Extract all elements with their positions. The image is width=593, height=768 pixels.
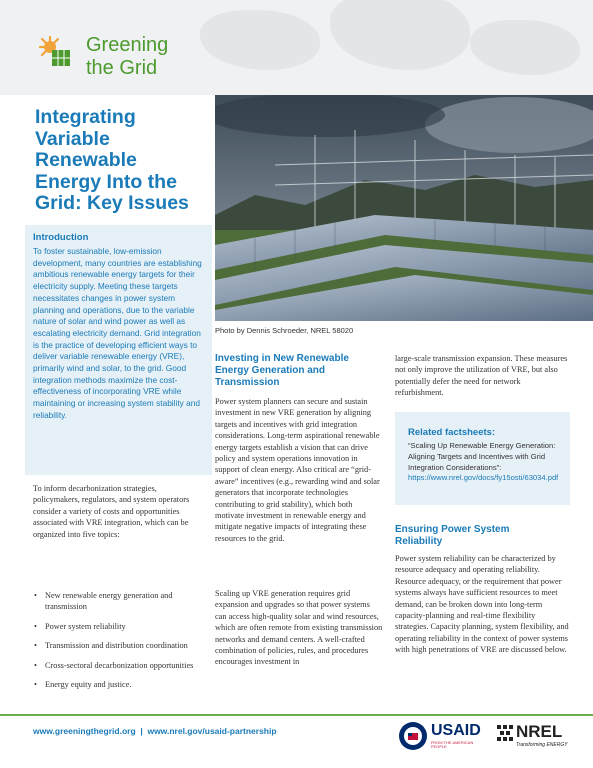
usaid-wordmark: USAID — [431, 722, 481, 739]
nrel-wordmark: NREL — [516, 722, 563, 741]
greening-the-grid-logo[interactable] — [30, 25, 180, 85]
photo-caption: Photo by Dennis Schroeder, NREL 58020 — [215, 326, 354, 335]
list-item: • Energy equity and justice. — [33, 679, 205, 690]
solar-farm-photo — [215, 95, 593, 321]
logo-line-1: Greening — [86, 34, 169, 56]
nrel-mark-icon — [497, 725, 513, 741]
title-line: Variable — [35, 127, 110, 150]
topics-list — [33, 590, 205, 698]
related-factsheets-text — [408, 441, 561, 484]
list-item: • Power system reliability — [33, 621, 205, 632]
nrel-tagline: Transforming ENERGY — [516, 742, 568, 748]
title-line: Integrating — [35, 106, 136, 128]
investing-paragraph-3: large-scale transmission expansion. These measures not only improve the utilization of VRE, but also potentially defer the need for network refurbishment. — [395, 354, 568, 398]
introduction-heading: Introduction — [33, 232, 89, 243]
map-landmass — [330, 0, 470, 70]
usaid-tagline: FROM THE AMERICAN PEOPLE — [431, 741, 474, 749]
usaid-logo — [398, 720, 490, 754]
section-heading-reliability: Ensuring Power System Reliability — [395, 524, 510, 547]
introduction-text: To foster sustainable, low-emission development, many countries are establishing ambitious renewable energy targets for their electricity supply. Meeting these targets necessitates changes in power system planning and operations, due to the variable nature of solar and wind power as well as escalating electricity demand. Grid integration is the practice of developing efficient ways to deliver variable renewable energy (VRE), primarily wind and solar, to the grid. Good integration methods maximize the cost-effectiveness of incorporating VRE while maintaining or increasing system stability and reliability. — [33, 246, 202, 420]
reliability-paragraph: Power system reliability can be characterized by resource adequacy and operating reliability. Resource adequacy, or the requirement that power systems always have sufficient resources to meet demand, can be broken down into long-term capacity-planning and real-time flexibility strategies. Capacity planning, system flexibility, and operating reliability in the context of power systems with high penetrations of VRE are discussed below. — [395, 554, 569, 655]
nrel-logo — [497, 722, 577, 752]
list-item: • New renewable energy generation and transmission — [33, 590, 205, 613]
list-item: • Transmission and distribution coordination — [33, 640, 205, 651]
footer-divider — [0, 714, 593, 716]
logo-wordmark — [86, 34, 168, 80]
footer-links[interactable]: www.greeningthegrid.org | www.nrel.gov/usaid-partnership — [33, 726, 277, 736]
investing-paragraph-1: Power system planners can secure and sustain investment in new VRE generation by aligning targets and incentives with grid integration considerations. Long-term aspirational renewable energy targets establish a vision that can drive policy and system operations innovation in support of clean energy. Also critical are “grid-aware” incentives (e.g., rewarding wind and solar generators that incorporate technologies contributing to grid stability), which both motivate investment in renewable energy and mitigate negative impacts of integrating these resources to the grid. — [215, 397, 380, 543]
section-heading-investing: Investing in New Renewable Energy Generation and Transmission — [215, 353, 349, 388]
title-line: Grid: Key Issues — [35, 192, 189, 214]
related-factsheets-heading: Related factsheets: — [408, 427, 496, 438]
list-item: • Cross-sectoral decarbonization opportunities — [33, 660, 205, 671]
left-column-paragraph: To inform decarbonization strategies, policymakers, regulators, and system operators consider a variety of costs and opportunities associated with VRE integration, which can be organized into five topics: — [33, 484, 190, 539]
title-line: Renewable — [35, 149, 137, 171]
factsheet-link[interactable]: https://www.nrel.gov/docs/fy15osti/63034.pdf — [408, 473, 559, 483]
logo-line-2: the Grid — [86, 57, 158, 79]
solar-farm-illustration — [215, 95, 593, 321]
page-title — [35, 107, 205, 215]
map-landmass — [200, 10, 320, 70]
sun-panel-icon — [36, 33, 76, 73]
factsheet-title: “Scaling Up Renewable Energy Generation: Aligning Targets and Incentives with Grid Integration Considerations”: — [408, 441, 556, 472]
map-landmass — [470, 20, 580, 75]
title-line: Energy Into the — [35, 170, 177, 193]
investing-paragraph-2: Scaling up VRE generation requires grid expansion and upgrades so that power systems can access high-quality solar and wind resources, which are often remote from existing transmission networks and demand centers. A well-crafted combination of policies, rules, and procedures encourages investment in — [215, 589, 383, 667]
